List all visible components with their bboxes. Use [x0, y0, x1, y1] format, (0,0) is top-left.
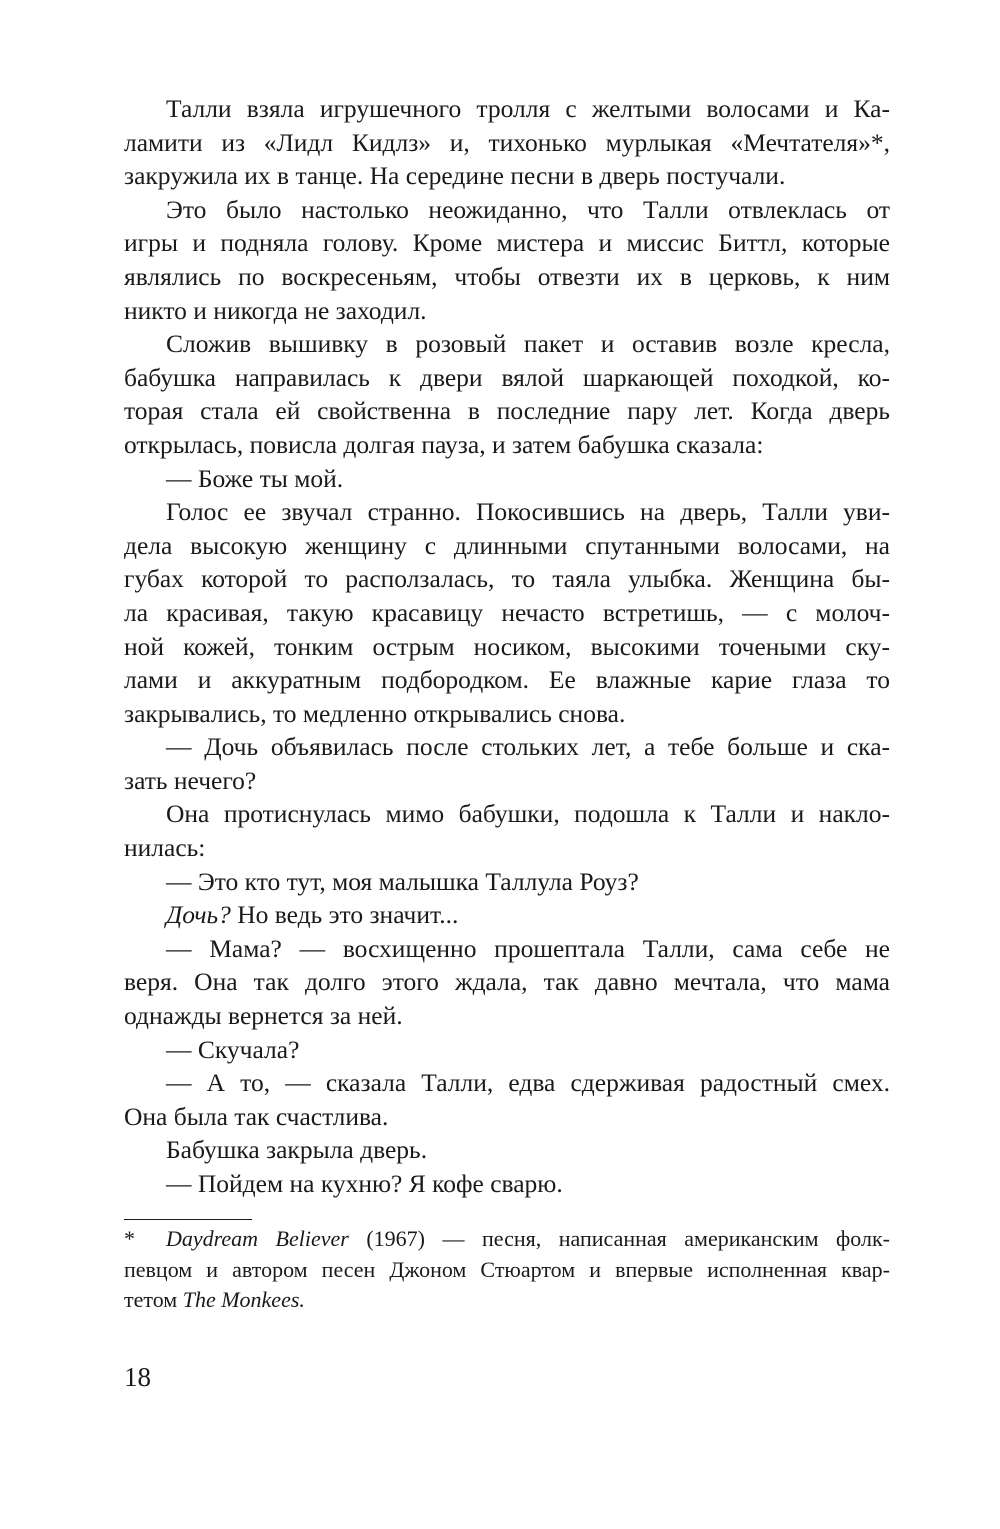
text-line: ламити из «Лидл Кидлз» и, тихонько мурлыкая «Мечтателя»*,: [124, 127, 890, 157]
footnote-divider: [124, 1219, 252, 1220]
text-line: открылась, повисла долгая пауза, и затем бабушка сказала:: [124, 429, 764, 459]
text-line: Это было настолько неожиданно, что Талли отвлеклась от: [166, 194, 890, 224]
text-line: — Скучала?: [166, 1034, 300, 1064]
text-line: — Боже ты мой.: [166, 463, 344, 493]
footnote-text: тетом: [124, 1287, 183, 1312]
text-line: никто и никогда не заходил.: [124, 295, 427, 325]
footnote-line: [124, 1224, 890, 1255]
text-line: однажды вернется за ней.: [124, 1001, 403, 1031]
text-line: — Дочь объявилась после стольких лет, а тебе больше и ска-: [166, 732, 890, 762]
text-line: — А то, — сказала Талли, едва сдерживая радостный смех.: [166, 1068, 890, 1098]
text-line: бабушка направилась к двери вялой шаркающей походкой, ко-: [124, 362, 890, 392]
text-line: — Мама? — восхищенно прошептала Талли, сама себе не: [166, 933, 890, 963]
text-line: дела высокую женщину с длинными спутанными волосами, на: [124, 530, 890, 560]
text-line: губах которой то расползалась, то таяла улыбка. Женщина бы-: [124, 564, 890, 594]
text-line: нилась:: [124, 833, 206, 863]
footnote-line: певцом и автором песен Джоном Стюартом и впервые исполненная квар-: [124, 1256, 890, 1282]
footnote-marker: *: [124, 1226, 135, 1251]
text-line: закружила их в танце. На середине песни в дверь постучали.: [124, 161, 786, 191]
text-line: Сложив вышивку в розовый пакет и оставив возле кресла,: [166, 329, 890, 359]
main-text: [124, 92, 890, 1201]
text-line: торая стала ей свойственна в последние пару лет. Когда дверь: [124, 396, 890, 426]
footnote-band-name: The Monkees.: [182, 1287, 305, 1312]
page-number: 18: [124, 1362, 151, 1392]
footnote-text: (1967) — песня, написанная американским фолк-: [348, 1226, 890, 1251]
text-line: Она протиснулась мимо бабушки, подошла к Талли и накло-: [166, 799, 890, 829]
italic-word: Дочь?: [166, 900, 231, 930]
text-line-rest: Но ведь это значит...: [230, 900, 459, 930]
footnote-song-title: Daydream Believer: [166, 1226, 349, 1251]
text-line: веря. Она так долго этого ждала, так давно мечтала, что мама: [124, 967, 890, 997]
text-line: Бабушка закрыла дверь.: [166, 1135, 428, 1165]
text-line: ной кожей, тонким острым носиком, высокими точеными ску-: [124, 631, 890, 661]
text-line: [124, 898, 890, 932]
text-line: Она была так счастлива.: [124, 1101, 389, 1131]
footnote: [124, 1224, 890, 1316]
text-line: — Пойдем на кухню? Я кофе сварю.: [166, 1169, 563, 1198]
text-line: Талли взяла игрушечного тролля с желтыми волосами и Ка-: [166, 94, 890, 123]
text-line: зать нечего?: [124, 765, 257, 795]
footnote-line: [124, 1285, 890, 1316]
text-line: игры и подняла голову. Кроме мистера и миссис Биттл, которые: [124, 228, 890, 258]
text-line: являлись по воскресеньям, чтобы отвезти их в церковь, к ним: [124, 261, 890, 291]
text-line: — Это кто тут, моя малышка Таллула Роуз?: [166, 866, 639, 896]
text-line: ла красивая, такую красавицу нечасто встретишь, — с молоч-: [124, 597, 890, 627]
text-line: лами и аккуратным подбородком. Ее влажные карие глаза то: [124, 665, 890, 695]
text-line: Голос ее звучал странно. Покосившись на дверь, Талли уви-: [166, 497, 890, 527]
text-line: закрывались, то медленно открывались снова.: [124, 698, 626, 728]
